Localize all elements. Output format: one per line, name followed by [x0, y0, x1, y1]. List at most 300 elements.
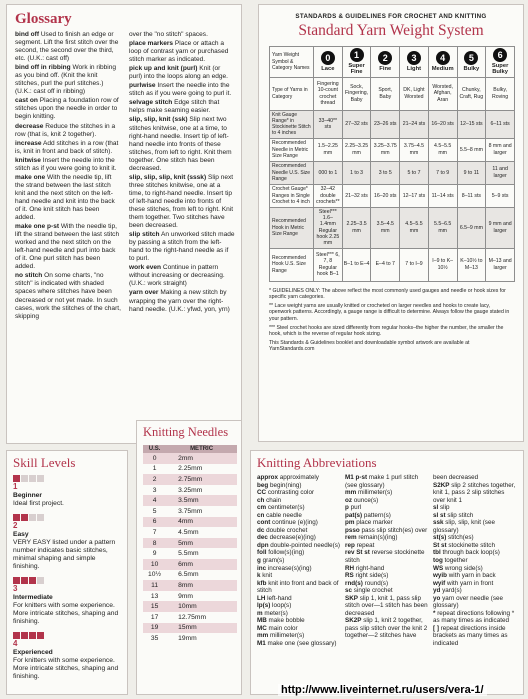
skill-levels-list — [13, 475, 121, 681]
abbreviation-term: SK2P — [345, 617, 362, 625]
yarn-table-row — [270, 248, 515, 281]
yarn-cell: 3.5–4.5 mm — [371, 207, 400, 248]
abbreviation-meaning: continue (e)(ing) — [272, 519, 318, 527]
yarn-weight-symbol — [314, 47, 343, 78]
yarn-cell: 23–26 sts — [371, 110, 400, 138]
yarn-cell: 16–20 sts — [428, 110, 457, 138]
abbreviation-entry — [345, 519, 429, 527]
glossary-definition: Insert the needle into the stitch as if you were going to purl it. — [129, 82, 232, 98]
yarn-weight-symbol — [400, 47, 429, 78]
abbreviations-column-1 — [257, 474, 341, 648]
needle-row — [143, 559, 237, 570]
needle-metric-size: 19mm — [178, 634, 197, 642]
skill-square-icon — [37, 514, 44, 521]
abbreviation-term: m — [257, 609, 263, 617]
glossary-entry — [129, 264, 235, 288]
yarn-cell: 5.5–6.5 mm — [428, 207, 457, 248]
abbreviation-entry — [433, 549, 517, 557]
abbreviation-meaning: decrease(e)(ing) — [269, 534, 316, 542]
needle-metric-size: 8mm — [166, 580, 237, 591]
yarn-row-label: Recommended Needle in Metric Size Range — [270, 138, 314, 161]
yarn-cell: 8 mm and larger — [486, 138, 515, 161]
glossary-definition: Slip next two stitches knitwise, one at a time, to right-hand needle. Insert tip of left-hand needle into fronts of these stitches, from left to right. Knit them together. One stitch has been decreased. — [129, 116, 232, 172]
us-header: U.S. — [143, 445, 166, 453]
yarn-cell: Bulky, Roving — [486, 77, 515, 110]
needle-metric-size: 5mm — [166, 538, 237, 549]
yarn-weight-name: Bulky — [463, 66, 480, 73]
needle-us-size: 5 — [152, 507, 157, 515]
abbreviation-term: LH — [257, 594, 266, 602]
glossary-entry — [15, 140, 121, 156]
skill-square-icon — [13, 632, 20, 639]
yarn-weight-name: Light — [406, 66, 422, 73]
abbreviation-meaning: repeat — [356, 541, 375, 549]
yarn-weight-number-icon: 4 — [436, 51, 450, 65]
abbreviation-meaning: together — [444, 557, 468, 565]
needle-metric-size: 3.5mm — [166, 495, 237, 506]
skill-level-description: Ideal first project. — [13, 500, 64, 507]
abbreviation-term: M1 — [257, 640, 266, 648]
abbreviation-entry — [345, 474, 429, 489]
abbreviation-meaning: purl — [350, 504, 362, 512]
needle-row — [143, 517, 237, 528]
needle-metric-size: 3.75mm — [178, 507, 203, 515]
abbreviation-entry — [257, 617, 341, 625]
skill-level-number: 1 — [13, 482, 18, 491]
needle-us-size: 8 — [143, 538, 166, 549]
needle-metric-size: 4mm — [166, 517, 237, 528]
glossary-term: purlwise — [129, 82, 156, 90]
needle-metric-size: 6mm — [166, 559, 237, 570]
abbreviation-entry — [257, 527, 341, 535]
abbreviation-meaning: chain — [266, 496, 282, 504]
needle-metric-size: 2.75mm — [166, 474, 237, 485]
abbreviation-term: rem — [345, 534, 357, 542]
yarn-table-header-row — [270, 47, 515, 78]
skill-square-icon — [13, 514, 20, 521]
glossary-definition: An unworked stitch made by passing a stitch from the left-hand to the right-hand needle as if to purl. — [129, 231, 235, 263]
abbreviation-term: p — [345, 504, 349, 512]
needle-metric-size: 6.5mm — [178, 571, 199, 579]
yarn-cell: 21–24 sts — [400, 110, 429, 138]
skill-level-description: For knitters with some experience. More intricate stitches, shaping and finishing. — [13, 602, 119, 625]
abbreviation-meaning: repeat directions inside brackets as many times as indicated — [433, 624, 508, 648]
skill-levels-title: Skill Levels — [13, 455, 76, 470]
abbreviation-meaning: through back loop(s) — [442, 549, 500, 557]
abbreviation-entry — [257, 557, 341, 565]
abbreviation-term: rev St st — [345, 549, 370, 557]
glossary-definition: over the "no stitch" spaces. — [129, 31, 208, 38]
skill-square-icon — [21, 514, 28, 521]
abbreviation-entry — [345, 580, 429, 588]
abbreviation-entry — [345, 527, 429, 535]
glossary-term: place markers — [129, 40, 174, 48]
needle-row — [143, 548, 237, 559]
glossary-entry — [129, 65, 235, 81]
abbreviation-meaning: slip stitch — [447, 511, 474, 519]
yarn-cell: 2.25–3.5 mm — [342, 207, 371, 248]
abbreviation-entry — [433, 542, 517, 550]
skill-level-heading — [13, 522, 121, 531]
abbreviation-term: approx — [257, 474, 278, 481]
skill-square-icon — [29, 577, 36, 584]
needle-row — [143, 474, 237, 485]
glossary-definition: Edge stitch that helps make seaming easier. — [129, 99, 220, 115]
abbreviation-entry — [433, 610, 517, 625]
abbreviation-term: inc — [257, 564, 267, 572]
yarn-row-label: Recommended Needle U.S. Size Range — [270, 161, 314, 184]
needle-row — [143, 580, 237, 591]
yarn-weight-symbol — [342, 47, 371, 78]
yarn-cell: 4.5–5.5 mm — [400, 207, 429, 248]
yarn-table-row — [270, 207, 515, 248]
skill-square-icon — [37, 577, 44, 584]
abbreviation-entry — [257, 542, 341, 550]
needle-us-size: 9 — [152, 550, 157, 558]
glossary-definition: Reduce the stitches in a row (that is, knit 2 together). — [15, 122, 116, 138]
yarn-cell: 27–32 sts — [342, 110, 371, 138]
abbreviation-meaning: ounce(s) — [353, 496, 379, 504]
abbreviation-meaning: make 1 purl stitch (see glossary) — [345, 474, 419, 489]
glossary-entry — [15, 123, 121, 139]
yarn-cell: Steel*** 1.6–1.4mm Regular hook 2.25 mm — [314, 207, 343, 248]
yarn-cell: 6.5–9 mm — [457, 207, 486, 248]
abbreviations-title: Knitting Abbreviations — [257, 455, 377, 470]
abbreviations-panel — [250, 450, 524, 695]
yarn-table-row — [270, 184, 515, 207]
abbreviation-meaning: make one (see glossary) — [267, 640, 337, 648]
skill-square-icon — [37, 632, 44, 639]
abbreviation-meaning: knit — [262, 572, 273, 580]
abbreviation-entry — [257, 519, 341, 527]
yarn-note: * GUIDELINES ONLY: The above reflect the most commonly used gauges and needle or hook sizes for specific yarn categories. — [269, 287, 506, 301]
abbreviation-entry — [433, 587, 517, 595]
skill-level-heading — [13, 585, 121, 594]
abbreviation-meaning: meter(s) — [264, 609, 288, 617]
abbreviation-meaning: single crochet — [353, 587, 393, 595]
yarn-cell: Sock, Fingering, Baby — [342, 77, 371, 110]
abbreviation-entry — [433, 474, 517, 482]
abbreviation-meaning: main color — [268, 624, 298, 632]
needle-us-size: 0 — [143, 453, 166, 464]
skill-level-number: 4 — [13, 639, 18, 648]
yarn-weight-number-icon: 5 — [464, 51, 478, 65]
yarn-weight-symbol — [486, 47, 515, 78]
yarn-table-row — [270, 77, 515, 110]
yarn-cell: E–4 to 7 — [371, 248, 400, 281]
yarn-note: This Standards & Guidelines booklet and downloadable symbol artwork are available at YarnStandards.com — [269, 339, 470, 353]
yarn-cell: M–13 and larger — [486, 248, 515, 281]
abbreviation-term: cn — [257, 511, 265, 519]
needle-row — [143, 591, 237, 602]
skill-level-name: Intermediate — [13, 594, 53, 601]
glossary-term: bind off — [15, 31, 39, 38]
abbreviation-meaning: slip — [440, 504, 450, 512]
abbreviation-term: kfb — [257, 579, 267, 587]
needle-metric-size: 10mm — [166, 601, 237, 612]
abbreviation-entry — [257, 497, 341, 505]
skill-level-number: 2 — [13, 521, 18, 530]
standards-header: STANDARDS & GUIDELINES FOR CROCHET AND KNITTING — [295, 13, 487, 20]
glossary-term: decrease — [15, 122, 44, 130]
glossary-entry — [15, 174, 121, 222]
abbreviation-meaning: right-hand — [355, 564, 385, 572]
abbreviation-entry — [433, 625, 517, 648]
yarn-cell: 3.75–4.5 mm — [400, 138, 429, 161]
glossary-definition: Making a new stitch by wrapping the yarn over the right-hand needle. (U.K.: yfwd, yon, yrn) — [129, 289, 230, 313]
abbreviation-term: CC — [257, 489, 267, 497]
needle-us-size: 6 — [143, 517, 166, 528]
abbreviation-term: pm — [345, 519, 355, 527]
glossary-definition: Knit (or purl) into the loops along an edge. — [129, 65, 229, 81]
skill-level-stars — [13, 577, 121, 584]
glossary-entry — [15, 223, 121, 271]
yarn-row-label: Knit Gauge Range* in Stockinette Stitch to 4 inches — [270, 110, 314, 138]
skill-square-icon — [21, 577, 28, 584]
abbreviation-meaning: increase(s)(ing) — [267, 564, 312, 572]
abbreviation-entry — [257, 595, 341, 603]
abbreviation-meaning: yard(s) — [442, 587, 462, 595]
glossary-definition: With the needle tip, lift the strand between the last stitch knit and the next stitch on the left-hand needle and knit into the back of it. One knit stitch has been added. — [15, 173, 115, 222]
abbreviation-meaning: place marker — [356, 519, 393, 527]
glossary-term: bind off in ribbing — [15, 64, 71, 72]
needle-row — [143, 453, 237, 464]
skill-level-stars — [13, 632, 121, 639]
skill-level-name: Easy — [13, 531, 29, 538]
needle-row — [143, 612, 237, 623]
glossary-entry — [129, 174, 235, 230]
abbreviation-entry — [345, 595, 429, 618]
needle-us-size: 2 — [143, 474, 166, 485]
knitting-needles-panel — [136, 420, 242, 695]
abbreviation-meaning: millimeter(s) — [357, 489, 393, 497]
glossary-entry — [129, 82, 235, 98]
skill-level-stars — [13, 475, 121, 482]
yarn-cell: Fingering 10-count crochet thread — [314, 77, 343, 110]
yarn-weight-name: Fine — [379, 66, 392, 73]
glossary-entry — [129, 289, 235, 313]
abbreviation-term: SKP — [345, 594, 358, 602]
abbreviation-term: MC — [257, 624, 267, 632]
abbreviation-entry — [257, 580, 341, 595]
glossary-entry — [15, 157, 121, 173]
abbreviation-entry — [257, 632, 341, 640]
skill-square-icon — [21, 475, 28, 482]
needle-row — [143, 623, 237, 634]
needle-us-size: 13 — [150, 592, 159, 600]
abbreviation-entry — [433, 565, 517, 573]
abbreviation-term: rep — [345, 541, 355, 549]
skill-square-icon — [21, 632, 28, 639]
abbreviation-meaning: centimeter(s) — [267, 504, 305, 512]
abbreviation-term: RH — [345, 564, 355, 572]
yarn-cell: 000 to 1 — [314, 161, 343, 184]
glossary-entry — [129, 40, 235, 64]
abbreviation-term: MB — [257, 617, 267, 625]
skill-square-icon — [13, 475, 20, 482]
yarn-weight-number-icon: 1 — [350, 48, 364, 62]
knitting-needles-title: Knitting Needles — [143, 425, 229, 439]
abbreviation-term: wyif — [433, 579, 446, 587]
abbreviation-entry — [345, 534, 429, 542]
yarn-cell: K–10½ to M–13 — [457, 248, 486, 281]
needle-row — [143, 570, 237, 581]
glossary-term: increase — [15, 139, 42, 147]
yarn-weight-panel — [258, 4, 524, 442]
yarn-weight-number-icon: 0 — [321, 51, 335, 65]
needle-row — [143, 527, 237, 538]
abbreviation-term: dc — [257, 526, 265, 534]
abbreviation-meaning: contrasting color — [267, 489, 315, 497]
abbreviation-entry — [433, 512, 517, 520]
abbreviation-entry — [257, 625, 341, 633]
glossary-term: work even — [129, 264, 162, 272]
skill-level-heading — [13, 640, 121, 649]
glossary-term: make one — [15, 173, 46, 181]
yarn-cell: 3 to 5 — [371, 161, 400, 184]
yarn-cell: 16–20 sts — [371, 184, 400, 207]
abbreviation-entry — [257, 489, 341, 497]
yarn-row-label: Type of Yarns in Category — [270, 77, 314, 110]
abbreviation-meaning: with yarn in back — [448, 572, 496, 580]
glossary-definition: Placing a foundation row of stitches upon the needle in order to begin knitting. — [15, 97, 119, 121]
glossary-entry — [129, 99, 235, 115]
yarn-cell: I–9 to K–10½ — [428, 248, 457, 281]
needle-row — [143, 506, 237, 517]
skill-level-description: For knitters with some experience. More intricate stitches, shaping and finishing. — [13, 657, 119, 680]
abbreviation-entry — [345, 512, 429, 520]
yarn-cell: 4.5–5.5 mm — [428, 138, 457, 161]
abbreviation-term: yo — [433, 594, 441, 602]
skill-level-stars — [13, 514, 121, 521]
abbreviation-meaning: pass slip stitch(es) over — [361, 526, 428, 534]
abbreviation-term: * — [433, 609, 436, 617]
yarn-cell: 9 mm and larger — [486, 207, 515, 248]
abbreviation-entry — [433, 572, 517, 580]
abbreviation-entry — [257, 549, 341, 557]
abbreviation-term: psso — [345, 526, 360, 534]
needle-us-size: 4 — [143, 495, 166, 506]
yarn-row-label: Crochet Gauge* Ranges in Single Crochet to 4 inch — [270, 184, 314, 207]
skill-level — [13, 475, 121, 508]
abbreviation-entry — [257, 504, 341, 512]
abbreviation-entry — [345, 549, 429, 564]
abbreviation-meaning: begin(ning) — [269, 481, 302, 489]
abbreviation-meaning: knit into front and back of stitch — [257, 579, 339, 595]
abbreviation-entry — [257, 572, 341, 580]
yarn-weight-symbol — [457, 47, 486, 78]
abbreviation-entry — [433, 482, 517, 505]
glossary-definition: On some charts, "no stitch" is indicated with shaded spaces where stitches have been decreased or not yet made. In such cases, work the stitches of the chart, skipping — [15, 272, 121, 320]
metric-header: METRIC — [166, 445, 237, 453]
abbreviation-entry — [433, 504, 517, 512]
glossary-definition: Place or attach a loop of contrast yarn or purchased stitch marker as indicated. — [129, 40, 229, 64]
yarn-cell: 1.5–2.25 mm — [314, 138, 343, 161]
abbreviation-term: pat(s) — [345, 511, 363, 519]
abbreviation-meaning: with yarn in front — [447, 579, 494, 587]
yarn-cell: 7 to I–9 — [400, 248, 429, 281]
needle-metric-size: 9mm — [178, 592, 194, 600]
skill-square-icon — [29, 514, 36, 521]
needle-metric-size: 4.5mm — [178, 528, 199, 536]
abbreviation-term: foll — [257, 549, 267, 557]
abbreviation-meaning: approximately — [279, 474, 319, 481]
needle-metric-size: 12.75mm — [178, 613, 207, 621]
abbreviation-meaning: slip 1, knit 2 together, pass slip stitch over the knit 2 together—2 stitches have — [345, 617, 428, 640]
abbreviations-column-2 — [345, 474, 429, 648]
abbreviation-term: oz — [345, 496, 352, 504]
abbreviation-entry — [345, 572, 429, 580]
glossary-entry — [15, 31, 121, 63]
abbreviation-meaning: stitch(es) — [448, 534, 474, 542]
yarn-cell: Steel*** 6, 7, 8 Regular hook B–1 — [314, 248, 343, 281]
abbreviation-term: wyib — [433, 572, 447, 580]
abbreviation-term: St st — [433, 541, 447, 549]
yarn-row-label: Recommended Hook in Metric Size Range — [270, 207, 314, 248]
yarn-cell: 12–17 sts — [400, 184, 429, 207]
abbreviation-meaning: repeat directions following * as many times as indicated — [433, 609, 515, 625]
glossary-term: pick up and knit (purl) — [129, 65, 198, 73]
abbreviation-term: rnd(s) — [345, 579, 363, 587]
abbreviation-entry — [257, 482, 341, 490]
abbreviation-term: M1 p-st — [345, 474, 368, 481]
abbreviation-meaning: pattern(s) — [363, 511, 391, 519]
needle-us-size: 17 — [150, 613, 159, 621]
yarn-notes — [269, 288, 513, 353]
yarn-weight-name: Medium — [431, 66, 454, 73]
needle-table-header — [143, 445, 237, 453]
skill-square-icon — [13, 577, 20, 584]
abbreviation-entry — [345, 565, 429, 573]
abbreviation-entry — [345, 504, 429, 512]
yarn-table-row — [270, 110, 515, 138]
yarn-cell: 21–32 sts — [342, 184, 371, 207]
yarn-note: ** Lace weight yarns are usually knitted or crocheted on larger needles and hooks to create lacy, openwork patterns. Accordingly, a gauge range is difficult to determine. Always follow the gauge stated in your pattern. — [269, 302, 510, 322]
glossary-term: slip, slip, slip, knit (sssk) — [129, 173, 207, 181]
abbreviation-term: cont — [257, 519, 271, 527]
glossary-definition: Work in ribbing as you bind off. (Knit the knit stitches, purl the purl stitches.) (U.K.: cast off in ribbing) — [15, 64, 117, 96]
abbreviation-entry — [257, 565, 341, 573]
yarn-cell: 32–42 double crochets** — [314, 184, 343, 207]
yarn-weight-symbol — [428, 47, 457, 78]
abbreviation-term: mm — [257, 632, 269, 640]
abbreviation-meaning: wrong side(s) — [444, 564, 483, 572]
yarn-weight-symbol — [371, 47, 400, 78]
abbreviation-term: dec — [257, 534, 268, 542]
yarn-cell: DK, Light Worsted — [400, 77, 429, 110]
abbreviation-entry — [433, 534, 517, 542]
skill-square-icon — [29, 475, 36, 482]
abbreviation-term: tbl — [433, 549, 441, 557]
abbreviation-meaning: yarn over needle (see glossary) — [433, 594, 504, 610]
glossary-definition: Add stitches in a row (that is, knit in front and back of stitch). — [15, 139, 119, 155]
abbreviation-term: lp(s) — [257, 602, 271, 610]
glossary-panel — [6, 4, 242, 444]
yarn-cell: Sport, Baby — [371, 77, 400, 110]
abbreviation-term: dpn — [257, 541, 269, 549]
abbreviation-entry — [433, 557, 517, 565]
yarn-table-row — [270, 161, 515, 184]
glossary-entry — [15, 97, 121, 121]
needle-row — [143, 495, 237, 506]
abbreviation-entry — [345, 497, 429, 505]
abbreviations-column-3 — [433, 474, 517, 648]
yarn-cell: 6–11 sts — [486, 110, 515, 138]
yarn-table-row — [270, 138, 515, 161]
yarn-weight-name: Lace — [321, 66, 335, 73]
yarn-cell: B–1 to E–4 — [342, 248, 371, 281]
abbreviation-term: cm — [257, 504, 267, 512]
